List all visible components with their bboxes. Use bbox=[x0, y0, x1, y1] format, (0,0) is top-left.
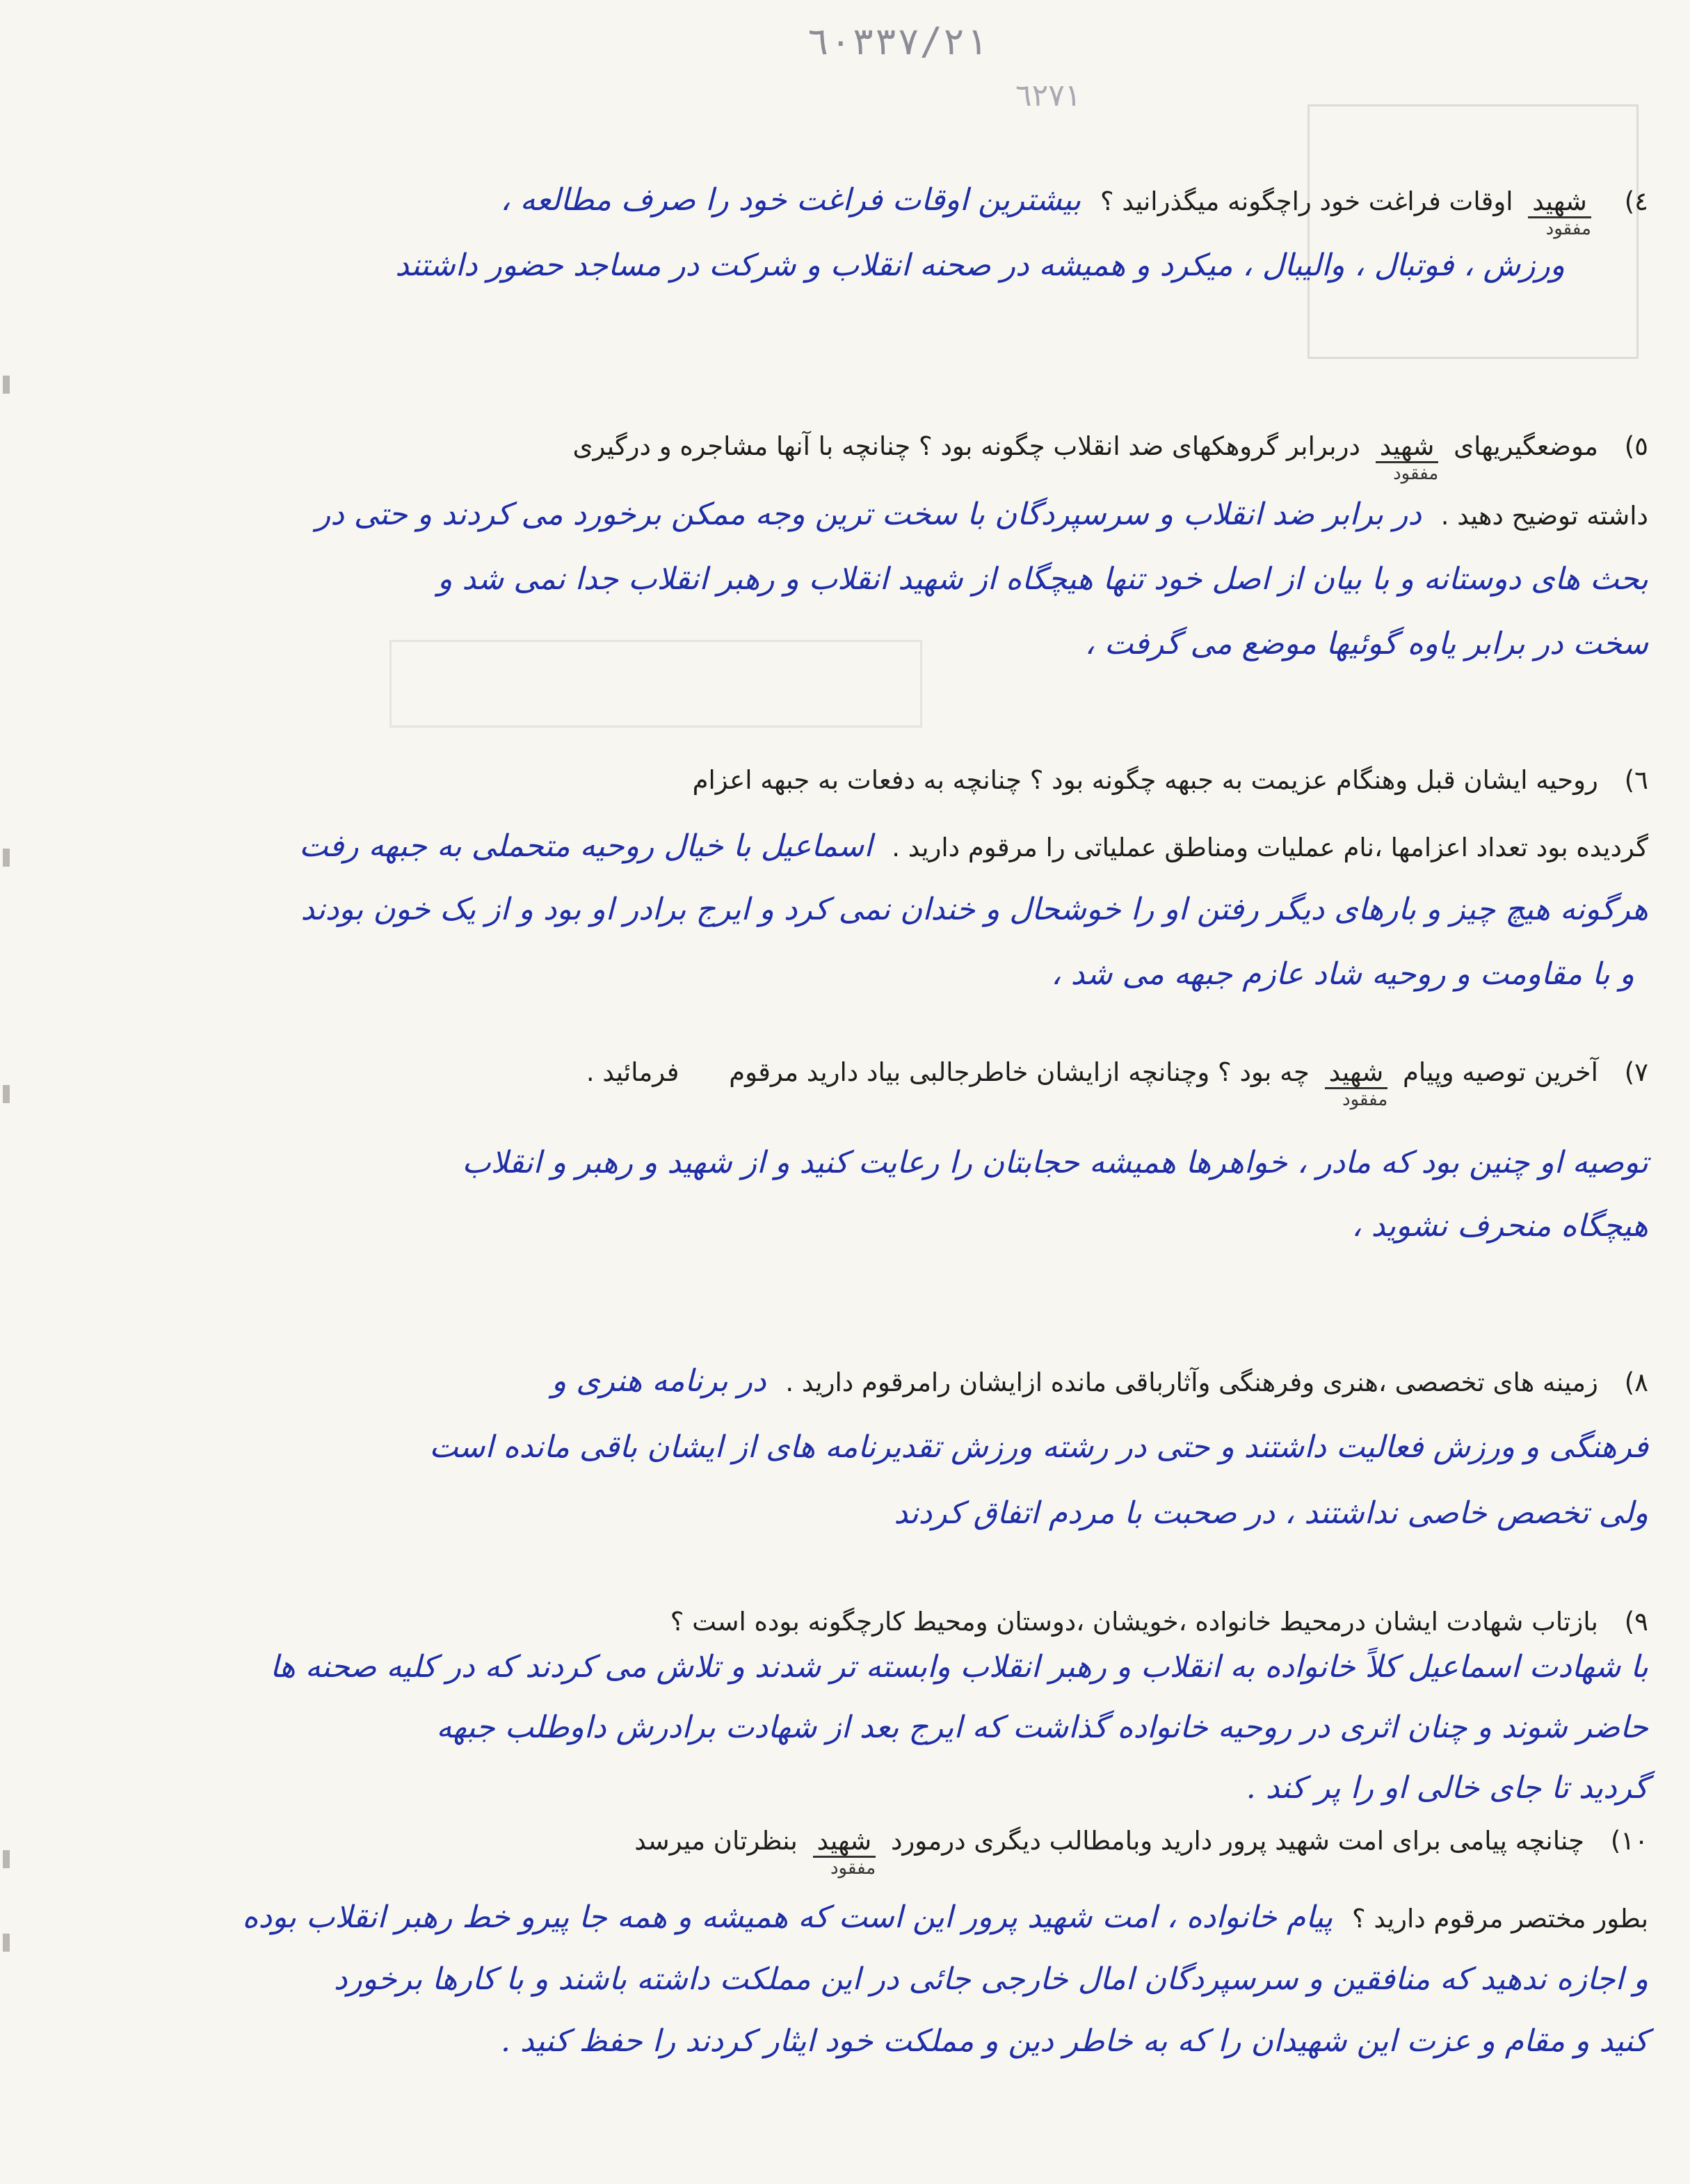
answer-line: در برنامه هنری و bbox=[551, 1363, 766, 1399]
answer-line: هیچگاه منحرف نشوید ، bbox=[1351, 1208, 1648, 1244]
term-mafqud: مفقود bbox=[1342, 1089, 1388, 1110]
question-number: ٨) bbox=[1624, 1367, 1648, 1397]
question-text bbox=[83, 182, 1648, 239]
underlined-term bbox=[1528, 186, 1591, 239]
answer-line: بحث های دوستانه و با بیان از اصل خود تنها هیچگاه از شهید انقلاب و رهبر انقلاب جدا نمی شد و bbox=[437, 561, 1648, 597]
answer-line: بیشترین اوقات فراغت خود را صرف مطالعه ، bbox=[500, 182, 1081, 218]
question-text bbox=[42, 1900, 1648, 1935]
punch-mark bbox=[3, 376, 10, 394]
question-7 bbox=[42, 1057, 1648, 1244]
answer-line: با شهادت اسماعیل کلاً خانواده به انقلاب و رهبر انقلاب وابسته تر شدند و تلاش می کردند که در کلیه صحنه ها bbox=[270, 1649, 1648, 1685]
answer-line: فرهنگی و ورزش فعالیت داشتند و حتی در رشته ورزش تقدیرنامه های از ایشان باقی مانده است bbox=[429, 1429, 1648, 1465]
question-prompt: اوقات فراغت خود راچگونه میگذرانید ؟ bbox=[1100, 186, 1513, 216]
term-mafqud: مفقود bbox=[1545, 218, 1591, 239]
answer-line: توصیه او چنین بود که مادر ، خواهرها همیشه حجابتان را رعایت کنید و از شهید و رهبر و انقلاب bbox=[462, 1145, 1648, 1180]
question-9 bbox=[42, 1607, 1648, 1806]
underlined-term bbox=[1376, 431, 1439, 484]
punch-mark bbox=[3, 1085, 10, 1103]
question-prompt: چنانچه پیامی برای امت شهید پرور دارید وبامطالب دیگری درمورد bbox=[890, 1826, 1585, 1856]
answer-line: حاضر شوند و چنان اثری در روحیه خانواده گذاشت که ایرج بعد از شهادت برادرش داوطلب جبهه bbox=[436, 1710, 1648, 1745]
underlined-term bbox=[1325, 1057, 1388, 1110]
term-mafqud: مفقود bbox=[830, 1858, 876, 1879]
answer-line: ورزش ، فوتبال ، والیبال ، میکرد و همیشه در صحنه انقلاب و شرکت در مساجد حضور داشتند bbox=[395, 248, 1565, 283]
answer-line: سخت در برابر یاوه گوئیها موضع می گرفت ، bbox=[1084, 626, 1648, 661]
question-prompt: زمینه های تخصصی ،هنری وفرهنگی وآثارباقی مانده ازایشان رامرقوم دارید . bbox=[785, 1367, 1598, 1397]
question-text bbox=[42, 1607, 1648, 1637]
question-number: ٤) bbox=[1624, 186, 1648, 216]
answer-line: پیام خانواده ، امت شهید پرور این است که همیشه و همه جا پیرو خط رهبر انقلاب بوده bbox=[242, 1900, 1333, 1935]
question-number: ١٠) bbox=[1610, 1826, 1648, 1856]
question-8 bbox=[42, 1363, 1648, 1531]
answer-line: و اجازه ندهید که منافقین و سرسپردگان امال خارجی جائی در این مملکت داشته باشند و با کارها برخورد bbox=[333, 1961, 1648, 1997]
answer-line: در برابر ضد انقلاب و سرسپردگان با سخت ترین وجه ممکن برخورد می کردند و حتی در bbox=[315, 497, 1422, 532]
question-prompt: روحیه ایشان قبل وهنگام عزیمت به جبهه چگونه بود ؟ چنانچه به دفعات به جبهه اعزام bbox=[692, 765, 1598, 795]
question-number: ٧) bbox=[1624, 1057, 1648, 1087]
question-6 bbox=[42, 765, 1648, 992]
left-margin bbox=[0, 0, 14, 2184]
punch-mark bbox=[3, 1850, 10, 1868]
question-prompt: موضعگیریهای bbox=[1454, 431, 1598, 461]
term-shahid: شهید bbox=[1532, 186, 1587, 216]
question-number: ٥) bbox=[1624, 431, 1648, 461]
question-5 bbox=[42, 431, 1648, 661]
question-4 bbox=[83, 182, 1648, 283]
question-prompt: دربرابر گروهکهای ضد انقلاب چگونه بود ؟ چنانچه با آنها مشاجره و درگیری bbox=[572, 431, 1360, 461]
term-mafqud: مفقود bbox=[1393, 463, 1439, 484]
underlined-term bbox=[813, 1826, 876, 1879]
punch-mark bbox=[3, 849, 10, 867]
answer-line: اسماعیل با خیال روحیه متحملی به جبهه رفت bbox=[299, 828, 873, 864]
answer-line: هرگونه هیچ چیز و بارهای دیگر رفتن او را خوشحال و خندان نمی کرد و ایرج برادر او بود و از یک خون بودند bbox=[300, 892, 1648, 927]
question-prompt: بطور مختصر مرقوم دارید ؟ bbox=[1352, 1904, 1648, 1934]
answer-line: و با مقاومت و روحیه شاد عازم جبهه می شد ، bbox=[1051, 956, 1634, 992]
question-prompt-suffix: فرمائید . bbox=[586, 1057, 679, 1087]
question-prompt: آخرین توصیه وپیام bbox=[1403, 1057, 1598, 1087]
question-text bbox=[42, 1057, 1648, 1110]
question-number: ٩) bbox=[1624, 1607, 1648, 1637]
question-number: ٦) bbox=[1624, 765, 1648, 795]
answer-line: ولی تخصص خاصی نداشتند ، در صحبت با مردم اتفاق کردند bbox=[894, 1495, 1648, 1531]
answer-line: کنید و مقام و عزت این شهیدان را که به خاطر دین و مملکت خود ایثار کردند را حفظ کنید . bbox=[500, 2023, 1648, 2059]
question-prompt: داشته توضیح دهید . bbox=[1440, 501, 1648, 531]
term-shahid: شهید bbox=[1328, 1057, 1384, 1087]
answer-line: گردید تا جای خالی او را پر کند . bbox=[1246, 1770, 1648, 1806]
question-text bbox=[42, 1826, 1648, 1879]
question-prompt: چه بود ؟ وچنانچه ازایشان خاطرجالبی بیاد دارید مرقوم bbox=[729, 1057, 1310, 1087]
question-text bbox=[42, 1363, 1648, 1399]
question-prompt: بازتاب شهادت ایشان درمحیط خانواده ،خویشان ،دوستان ومحیط کارچگونه بوده است ؟ bbox=[670, 1607, 1598, 1637]
question-prompt: گردیده بود تعداد اعزامها ،نام عملیات ومناطق عملیاتی را مرقوم دارید . bbox=[892, 833, 1648, 862]
question-text bbox=[42, 828, 1648, 864]
question-10 bbox=[42, 1826, 1648, 2059]
term-shahid: شهید bbox=[1379, 431, 1435, 461]
question-prompt: بنظرتان میرسد bbox=[634, 1826, 798, 1856]
punch-mark bbox=[3, 1934, 10, 1952]
question-text bbox=[42, 765, 1648, 795]
question-text bbox=[42, 497, 1648, 532]
reference-number: ٦٠٣٣٧/٢١ bbox=[807, 19, 988, 63]
reference-sub-number: ٦٢٧١ bbox=[1015, 78, 1081, 113]
question-text bbox=[42, 431, 1648, 484]
term-shahid: شهید bbox=[816, 1826, 872, 1856]
